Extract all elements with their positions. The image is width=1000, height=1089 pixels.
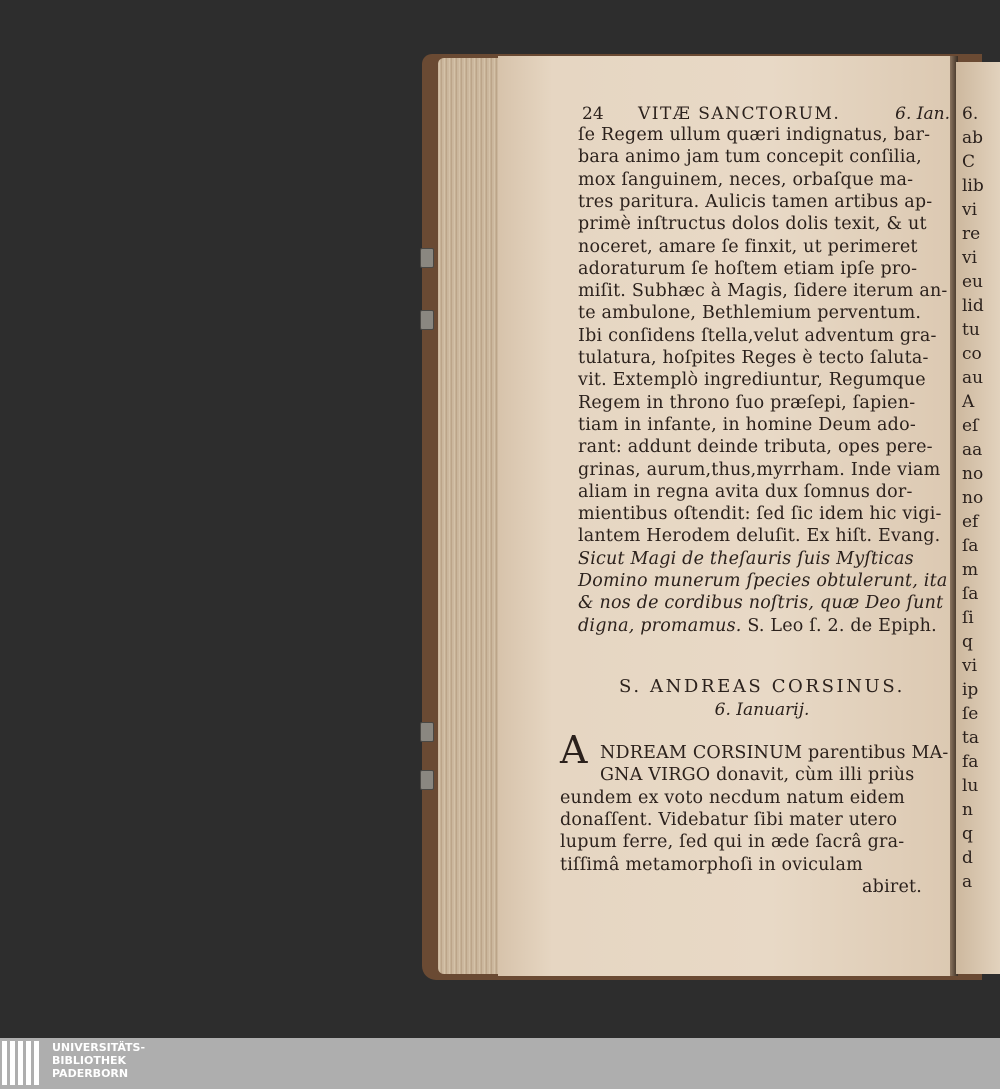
logo-line: UNIVERSITÄTS- xyxy=(52,1041,146,1054)
right-page-fragment: A xyxy=(962,392,975,412)
body-line: rant: addunt deinde tributa, opes pere- xyxy=(578,437,933,458)
right-page-fragment: ef xyxy=(962,512,979,532)
body-line: Ibi conſidens ſtella,velut adventum gra- xyxy=(578,325,937,346)
quote-line xyxy=(578,615,948,637)
right-page-fragment: eſ xyxy=(962,416,979,436)
body-line: Regem in throno ſuo præſepi, ſapien- xyxy=(578,392,916,413)
quote-italic: digna, promamus. xyxy=(578,615,748,636)
footer-bar xyxy=(0,1038,1000,1089)
section-line: lupum ferre, ſed qui in æde ſacrâ gra- xyxy=(560,832,905,853)
right-page-fragment: tu xyxy=(962,320,980,340)
library-logo-text xyxy=(52,1041,145,1080)
right-page-fragment: lu xyxy=(962,776,979,796)
section-line: GNA VIRGO donavit, cùm illi priùs xyxy=(600,765,915,786)
right-page-fragment: n xyxy=(962,800,973,820)
right-page-fragment: ſa xyxy=(962,584,979,604)
right-page-fragment: q xyxy=(962,824,973,844)
right-page-fragment: ſi xyxy=(962,608,974,628)
body-line: grinas, aurum,thus,myrrham. Inde viam xyxy=(578,459,941,480)
right-page-fragment: vi xyxy=(962,200,978,220)
right-page-fragment: ſa xyxy=(962,536,979,556)
section-line: NDREAM CORSINUM parentibus MA- xyxy=(600,743,949,763)
right-page-fragment: ab xyxy=(962,128,984,148)
section-line: eundem ex voto necdum natum eidem xyxy=(560,787,905,808)
body-line: ſe Regem ullum quæri indignatus, bar- xyxy=(578,125,931,145)
body-line: mox ſanguinem, neces, orbaſque ma- xyxy=(578,169,914,190)
body-line: bara animo jam tum concepit conſilia, xyxy=(578,147,922,168)
running-date: 6. Ian. xyxy=(895,104,950,124)
right-page-fragment: ſe xyxy=(962,704,979,724)
clasp-bottom xyxy=(420,770,434,790)
body-line: aliam in regna avita dux ſomnus dor- xyxy=(578,481,913,502)
body-line: tulatura, hoſpites Reges è tecto ſaluta- xyxy=(578,348,929,368)
clasp-mid xyxy=(420,310,434,330)
right-page-fragment: a xyxy=(962,872,973,892)
right-page-fragment: no xyxy=(962,488,984,508)
right-page-fragment: vi xyxy=(962,656,978,676)
right-page-fragment: m xyxy=(962,560,979,580)
right-page-fragment: re xyxy=(962,224,981,244)
body-line: lantem Herodem deluſit. Ex hiſt. Evang. xyxy=(578,526,941,547)
body-line: te ambulone, Bethlemium perventum. xyxy=(578,303,922,324)
logo-line: PADERBORN xyxy=(52,1067,129,1080)
section-line: donaſſent. Videbatur ſibi mater utero xyxy=(560,809,898,830)
body-line: adoraturum ſe hoſtem etiam ipſe pro- xyxy=(578,258,918,279)
body-line: primè inſtructus dolos dolis texit, & ut xyxy=(578,214,927,235)
page-number: 24 xyxy=(582,104,604,124)
body-line: noceret, amare ſe finxit, ut perimeret xyxy=(578,236,918,257)
library-logo-icon xyxy=(2,1041,46,1085)
catchword: abiret. xyxy=(862,876,922,897)
quote-line: Sicut Magi de theſauris ſuis Myſticas xyxy=(578,548,914,569)
body-line: vit. Extemplò ingrediuntur, Regumque xyxy=(578,370,926,391)
clasp-low xyxy=(420,722,434,742)
right-page-fragment: no xyxy=(962,464,984,484)
right-page-fragment: eu xyxy=(962,272,984,292)
right-page-fragment: lib xyxy=(962,176,984,196)
logo-line: BIBLIOTHEK xyxy=(52,1054,127,1067)
right-page-fragment: au xyxy=(962,368,984,388)
right-page-fragment: q xyxy=(962,632,973,652)
quote-line: Domino munerum ſpecies obtulerunt, ita xyxy=(578,571,948,591)
right-page-fragment: aa xyxy=(962,440,983,460)
right-page-fragment: ip xyxy=(962,680,979,700)
right-page-fragment: co xyxy=(962,344,982,364)
right-page-fragment: C xyxy=(962,152,976,172)
right-page-fragment: vi xyxy=(962,248,978,268)
quote-line: & nos de cordibus noſtris, quæ Deo ſunt xyxy=(578,593,944,614)
right-page-fragment: fa xyxy=(962,752,979,772)
quote-source: S. Leo ſ. 2. de Epiph. xyxy=(747,615,937,636)
running-title: VITÆ SANCTORUM. xyxy=(638,104,841,124)
body-line: mientibus oſtendit: ſed ſic idem hic vigi- xyxy=(578,504,942,525)
clasp-top xyxy=(420,248,434,268)
section-line: tiſſimâ metamorphoſi in oviculam xyxy=(560,854,863,875)
drop-cap: A xyxy=(560,728,588,772)
body-line: miſit. Subhæc à Magis, ſidere iterum an- xyxy=(578,281,948,302)
body-line: tres paritura. Aulicis tamen artibus ap- xyxy=(578,191,933,212)
section-date: 6. Ianuarij. xyxy=(714,700,810,720)
right-page-fragment: 6. xyxy=(962,104,979,124)
body-line: tiam in infante, in homine Deum ado- xyxy=(578,414,916,435)
right-page-fragment: lid xyxy=(962,296,984,316)
right-page-fragment: d xyxy=(962,848,973,868)
right-page-fragment: ta xyxy=(962,728,979,748)
section-title: S. ANDREAS CORSINUS. xyxy=(619,676,905,697)
